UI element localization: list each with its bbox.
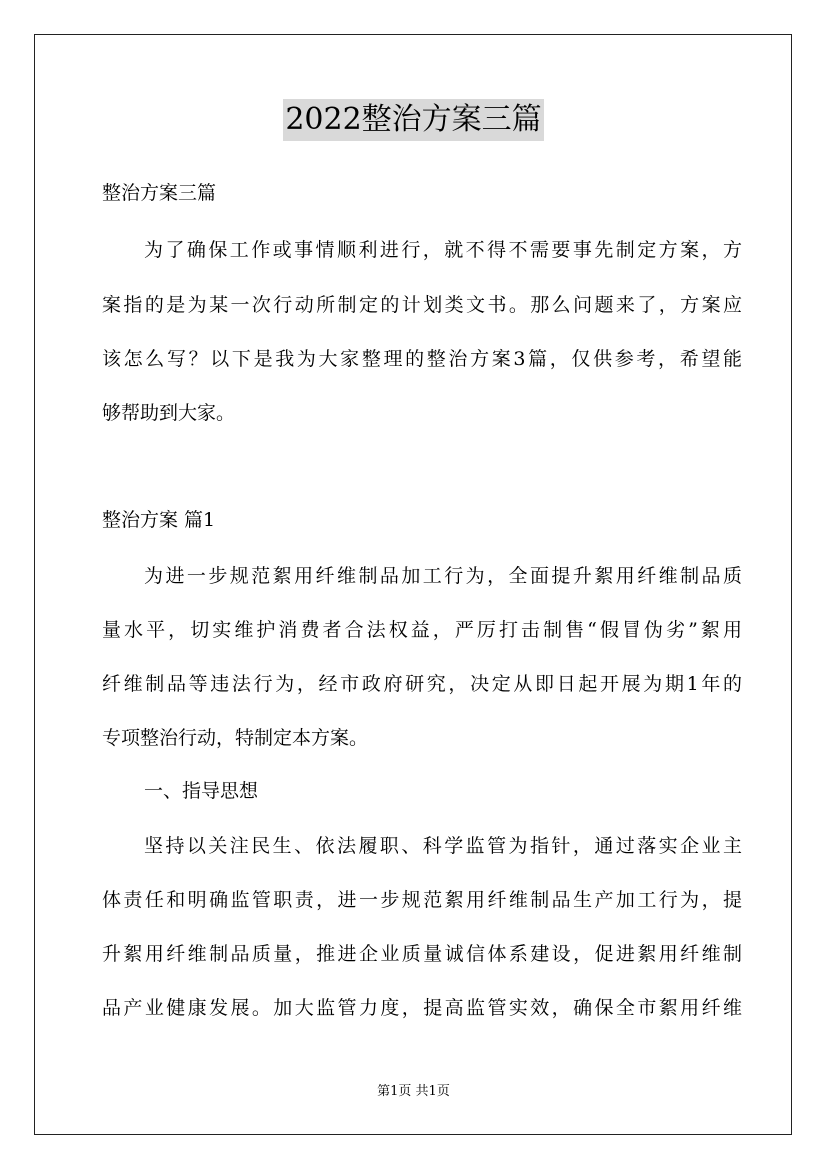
intro-line-3: 该怎么写？以下是我为大家整理的整治方案3篇，仅供参考，希望能 <box>102 348 742 370</box>
document-subtitle: 整治方案三篇 <box>102 182 217 204</box>
section-para-line-3: 纤维制品等违法行为，经市政府研究，决定从即日起开展为期1年的 <box>102 673 742 695</box>
document-title: 2022整治方案三篇 <box>283 99 543 141</box>
guide-para-line-3: 升絮用纤维制品质量，推进企业质量诚信体系建设，促进絮用纤维制 <box>102 943 742 965</box>
guide-para-line-4: 品产业健康发展。加大监管力度，提高监管实效，确保全市絮用纤维 <box>102 997 742 1019</box>
section-heading: 整治方案 篇1 <box>102 509 216 531</box>
section-para-line-2: 量水平，切实维护消费者合法权益，严厉打击制售“假冒伪劣”絮用 <box>102 619 742 641</box>
intro-line-2: 案指的是为某一次行动所制定的计划类文书。那么问题来了，方案应 <box>102 294 742 316</box>
page-footer: 第1页 共1页 <box>377 1084 450 1099</box>
intro-line-4: 够帮助到大家。 <box>102 402 236 424</box>
section-para-line-1: 为进一步规范絮用纤维制品加工行为，全面提升絮用纤维制品质 <box>144 565 742 587</box>
intro-line-1: 为了确保工作或事情顺利进行，就不得不需要事先制定方案，方 <box>144 239 742 261</box>
title-wrap <box>0 99 827 141</box>
guide-para-line-1: 坚持以关注民生、依法履职、科学监管为指针，通过落实企业主 <box>144 835 742 857</box>
subheading-guiding-thought: 一、指导思想 <box>144 780 259 802</box>
section-para-line-4: 专项整治行动，特制定本方案。 <box>102 727 369 749</box>
guide-para-line-2: 体责任和明确监管职责，进一步规范絮用纤维制品生产加工行为，提 <box>102 889 742 911</box>
